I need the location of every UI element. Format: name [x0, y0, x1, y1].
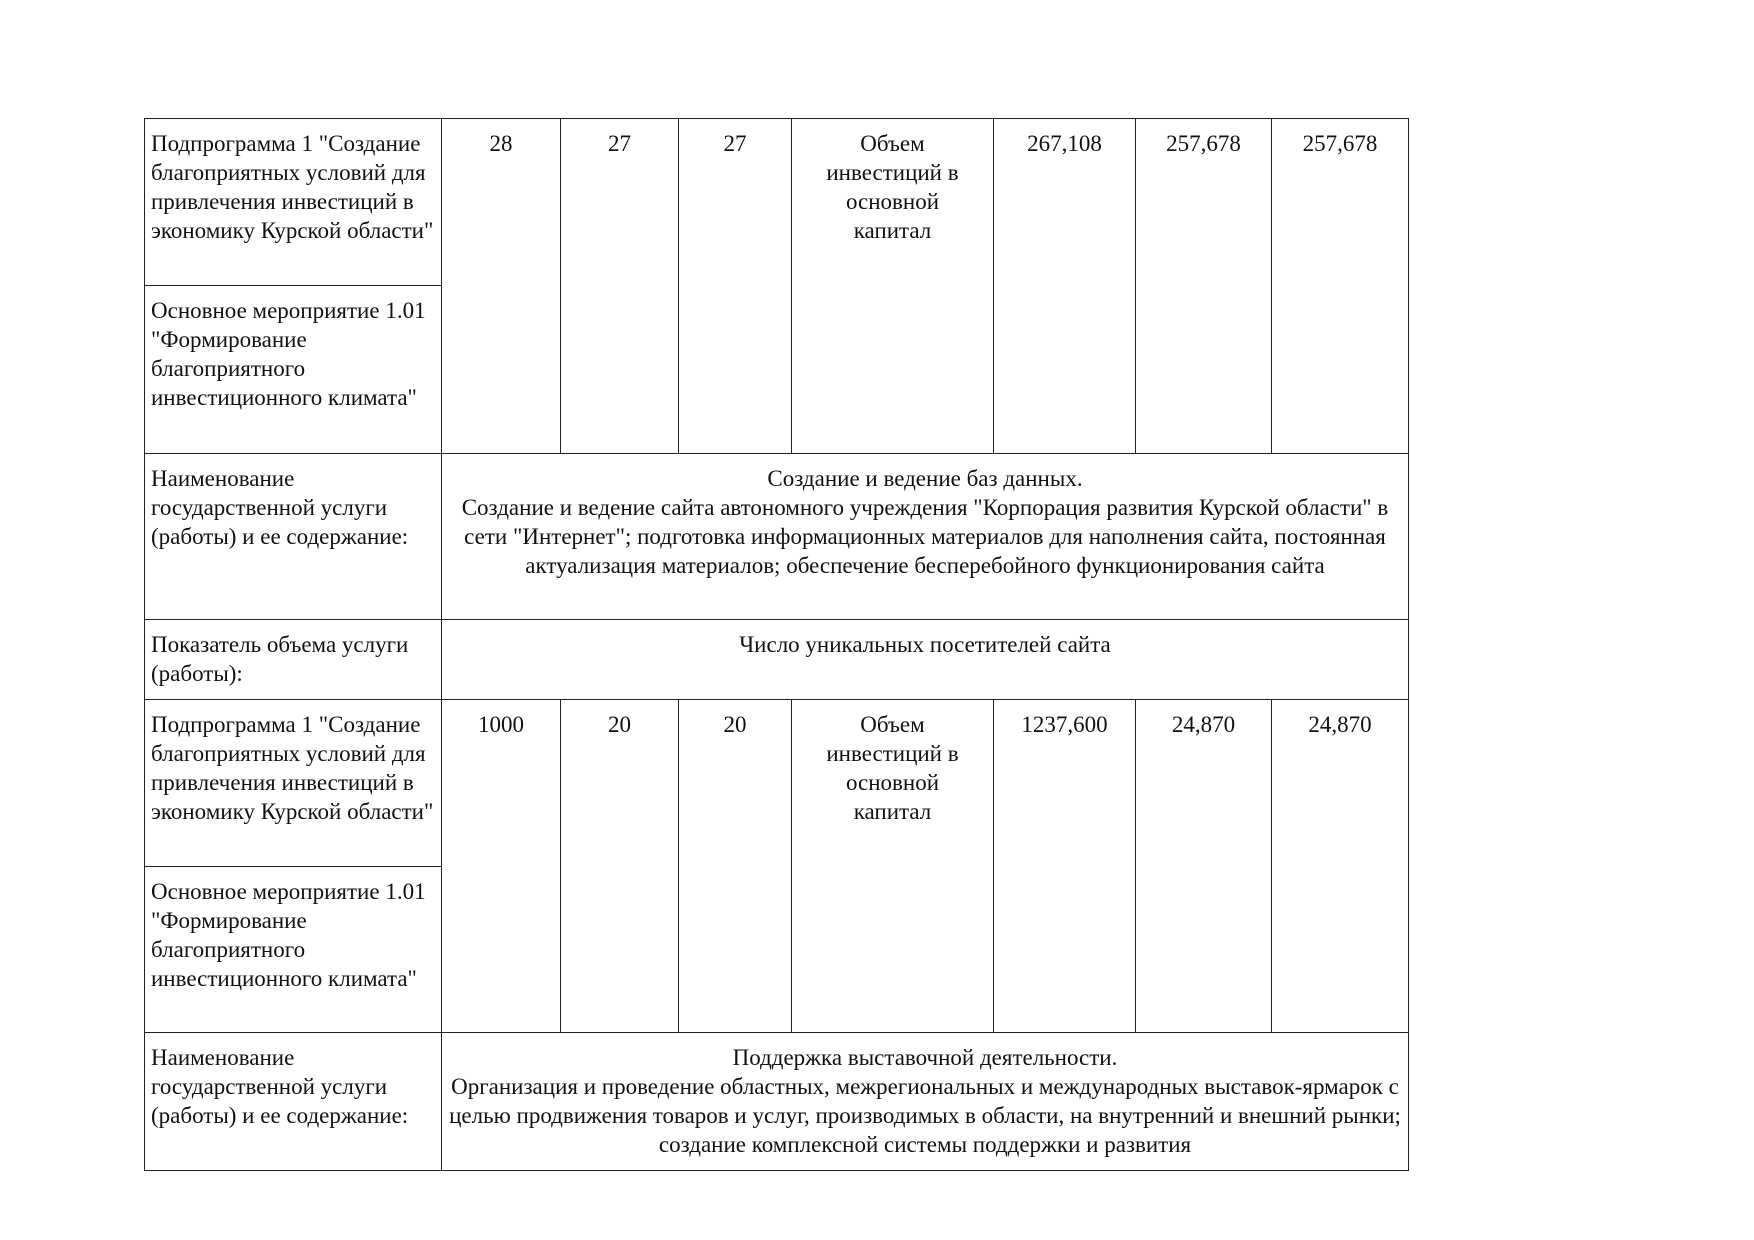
value-cell: 27	[679, 119, 792, 454]
service-content	[442, 1033, 1409, 1171]
service-title: Создание и ведение баз данных.	[767, 466, 1083, 491]
value-cell: 28	[442, 119, 561, 454]
value-cell: 20	[679, 700, 792, 1033]
table-row	[145, 620, 1409, 700]
program-table	[144, 118, 1409, 1171]
value-cell: 1000	[442, 700, 561, 1033]
amount-cell: 1237,600	[994, 700, 1136, 1033]
service-content	[442, 454, 1409, 620]
service-text: Создание и ведение сайта автономного учреждения "Корпорация развития Курской области" в сети "Интернет"; подготовка информационных материалов для наполнения сайта, постоянная актуализация материалов; обеспечение бесперебойного функционирования сайта	[461, 495, 1389, 578]
volume-text: Число уникальных посетителей сайта	[442, 620, 1409, 700]
amount-cell: 257,678	[1272, 119, 1409, 454]
subprogram-cell: Подпрограмма 1 "Создание благоприятных условий для привлечения инвестиций в экономику Курской области"	[145, 119, 442, 286]
value-cell: 20	[561, 700, 679, 1033]
indicator-cell: Объем инвестиций в основной капитал	[792, 700, 994, 1033]
measure-cell: Основное мероприятие 1.01 "Формирование благоприятного инвестиционного климата"	[145, 286, 442, 454]
service-label: Наименование государственной услуги (работы) и ее содержание:	[145, 454, 442, 620]
service-content-clip	[448, 1043, 1402, 1159]
table-row	[145, 700, 1409, 867]
amount-cell: 24,870	[1272, 700, 1409, 1033]
table-row	[145, 119, 1409, 286]
service-text: Организация и проведение областных, межрегиональных и международных выставок-ярмарок с целью продвижения товаров и услуг, производимых в области, на внутренний и внешний рынки; создание комплексной системы поддержки и развития	[449, 1074, 1401, 1157]
service-title: Поддержка выставочной деятельности.	[732, 1045, 1118, 1070]
table-row	[145, 454, 1409, 620]
indicator-cell: Объем инвестиций в основной капитал	[792, 119, 994, 454]
subprogram-cell: Подпрограмма 1 "Создание благоприятных условий для привлечения инвестиций в экономику Курской области"	[145, 700, 442, 867]
amount-cell: 257,678	[1136, 119, 1272, 454]
value-cell: 27	[561, 119, 679, 454]
service-label: Наименование государственной услуги (работы) и ее содержание:	[145, 1033, 442, 1171]
amount-cell: 267,108	[994, 119, 1136, 454]
measure-cell: Основное мероприятие 1.01 "Формирование благоприятного инвестиционного климата"	[145, 867, 442, 1033]
table-row	[145, 1033, 1409, 1171]
volume-label: Показатель объема услуги (работы):	[145, 620, 442, 700]
amount-cell: 24,870	[1136, 700, 1272, 1033]
